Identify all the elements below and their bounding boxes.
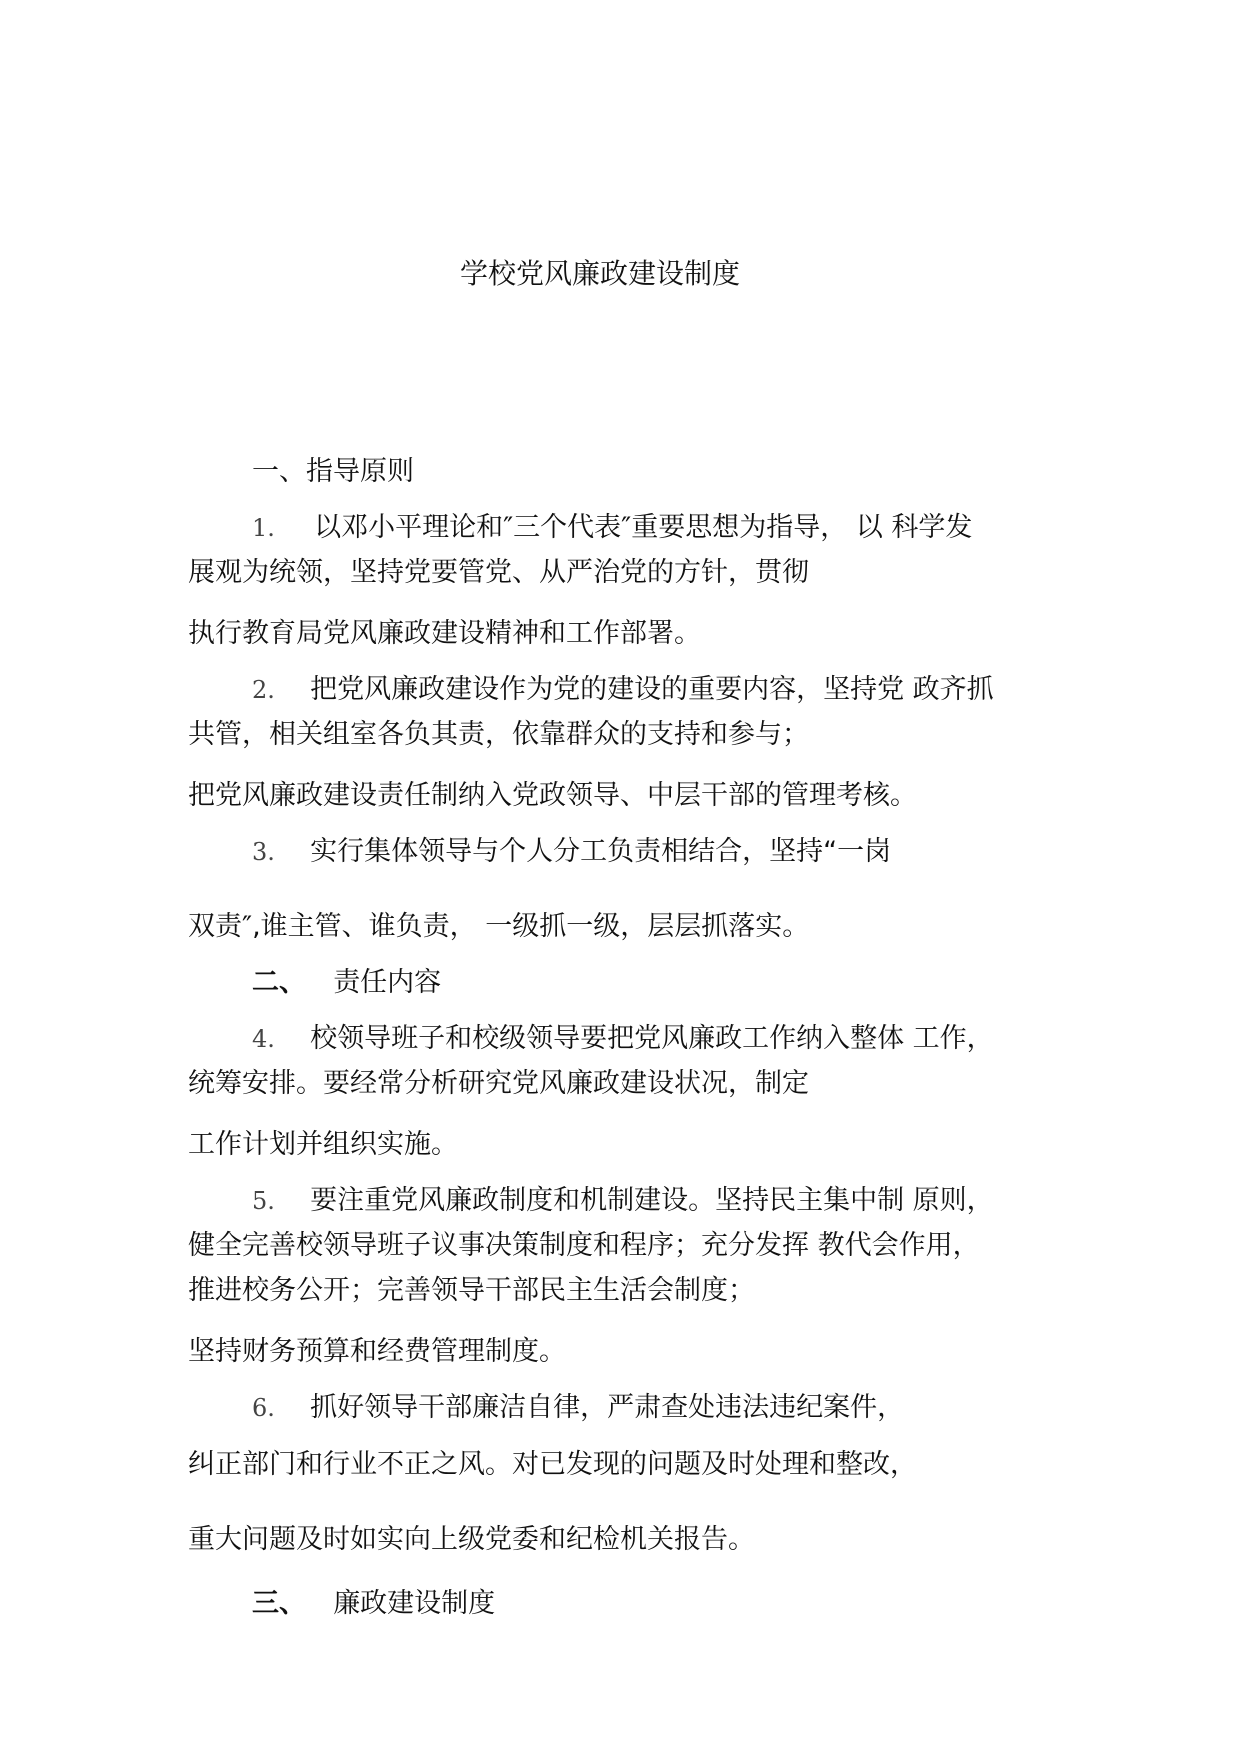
item1-line1: 以邓小平理论和″三个代表″重要思想为指导， 以 科学发 bbox=[314, 512, 973, 543]
item5-line3: 推进校务公开；完善领导干部民主生活会制度； bbox=[188, 1275, 755, 1306]
section2-heading-text: 责任内容 bbox=[333, 967, 442, 998]
item5-number: 5. bbox=[252, 1187, 275, 1215]
item4-line1: 校领导班子和校级领导要把党风廉政工作纳入整体 工作， bbox=[310, 1023, 994, 1054]
item6-line3: 重大问题及时如实向上级党委和纪检机关报告。 bbox=[188, 1524, 755, 1555]
item2-line3: 把党风廉政建设责任制纳入党政领导、中层干部的管理考核。 bbox=[188, 780, 917, 811]
item3-line2: 双责″,谁主管、谁负责， 一级抓一级，层层抓落实。 bbox=[188, 911, 810, 942]
item3-line1: 实行集体领导与个人分工负责相结合，坚持“一岗 bbox=[310, 836, 892, 867]
item2-line1: 把党风廉政建设作为党的建设的重要内容，坚持党 政齐抓 bbox=[310, 674, 994, 705]
item3-number: 3. bbox=[252, 838, 275, 866]
section1-heading: 一、指导原则 bbox=[252, 456, 414, 487]
section2-heading-number: 二、 bbox=[252, 967, 306, 998]
item4-line2: 统筹安排。要经常分析研究党风廉政建设状况，制定 bbox=[188, 1068, 809, 1099]
item2-line2: 共管，相关组室各负其责，依靠群众的支持和参与； bbox=[188, 719, 809, 750]
item1-number: 1. bbox=[252, 514, 275, 542]
item6-number: 6. bbox=[252, 1394, 275, 1422]
item5-first-line bbox=[252, 1181, 994, 1221]
item3-first-line bbox=[252, 832, 891, 872]
item6-line2: 纠正部门和行业不正之风。对已发现的问题及时处理和整改， bbox=[188, 1449, 917, 1480]
item5-line4: 坚持财务预算和经费管理制度。 bbox=[188, 1336, 566, 1367]
item1-line3: 执行教育局党风廉政建设精神和工作部署。 bbox=[188, 618, 701, 649]
document-title: 学校党风廉政建设制度 bbox=[459, 257, 740, 290]
item5-line1: 要注重党风廉政制度和机制建设。坚持民主集中制 原则， bbox=[310, 1185, 994, 1216]
item2-first-line bbox=[252, 670, 994, 710]
section3-heading-text: 廉政建设制度 bbox=[333, 1588, 496, 1619]
section3-heading bbox=[252, 1584, 495, 1624]
item1-first-line bbox=[252, 508, 972, 548]
section2-heading bbox=[252, 963, 441, 1003]
item4-number: 4. bbox=[252, 1025, 275, 1053]
item4-line3: 工作计划并组织实施。 bbox=[188, 1129, 458, 1160]
item1-line2: 展观为统领，坚持党要管党、从严治党的方针，贯彻 bbox=[188, 557, 809, 588]
item6-line1: 抓好领导干部廉洁自律，严肃查处违法违纪案件， bbox=[310, 1392, 905, 1423]
section3-heading-number: 三、 bbox=[252, 1588, 306, 1619]
item5-line2: 健全完善校领导班子议事决策制度和程序；充分发挥 教代会作用， bbox=[188, 1230, 980, 1261]
item2-number: 2. bbox=[252, 676, 275, 704]
item6-first-line bbox=[252, 1388, 904, 1428]
item4-first-line bbox=[252, 1019, 994, 1059]
